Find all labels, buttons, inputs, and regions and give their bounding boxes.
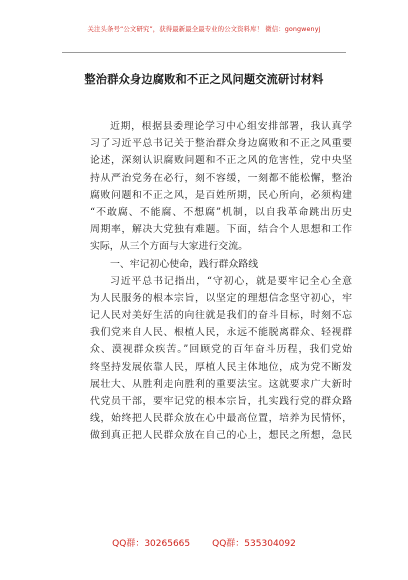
- body-line: 终坚持发展依靠人民，厚植人民主体地位，成为党不断发: [90, 361, 352, 373]
- body-line: 做到真正把人民群众放在自己的心上，想民之所想，急民: [90, 430, 352, 442]
- body-line: 周期率，解决大党独有难题。下面，结合个人思想和工作: [90, 224, 352, 236]
- body-line: “不敢腐、不能腐、不想腐”机制，以自我革命跳出历史: [90, 206, 352, 218]
- body-line: 习了习近平总书记关于整治群众身边腐败和不正之风重要: [90, 138, 352, 150]
- section-heading: 一、牢记初心使命，践行群众路线: [110, 258, 259, 270]
- body-line: 代党员干部，要牢记党的根本宗旨，扎实践行党的群众路: [90, 396, 352, 407]
- body-line: 线，始终把人民群众放在心中最高位置，培养为民情怀，: [90, 413, 352, 425]
- header-divider: [62, 34, 346, 53]
- body-line: 论述，深刻认识腐败问题和不正之风的危害性，党中央坚: [90, 155, 352, 167]
- body-line: 展壮大、从胜利走向胜利的重要法宝。这就要求广大新时: [90, 378, 352, 390]
- body-line: 我们党来自人民、根植人民，永远不能脱离群众、轻视群: [90, 327, 352, 339]
- body-line: 记人民对美好生活的向往就是我们的奋斗目标，时刻不忘: [90, 310, 352, 322]
- body-line: 腐败问题和不正之风，是百姓所期，民心所向，必须构建: [90, 189, 352, 201]
- document-body: [90, 118, 352, 445]
- document-title: 整治群众身边腐败和不正之风问题交流研讨材料: [84, 73, 324, 86]
- footer-qq-right: QQ群：535304092: [212, 539, 296, 549]
- body-line: 众、漠视群众疾苦。”回顾党的百年奋斗历程，我们党始: [90, 344, 352, 356]
- body-line: 为人民服务的根本宗旨，以坚定的理想信念坚守初心，牢: [90, 292, 352, 304]
- body-line: 习近平总书记指出，“守初心，就是要牢记全心全意: [110, 275, 352, 287]
- body-line: 持从严治党务在必行，刻不容缓，一刻都不能松懈，整治: [90, 172, 352, 184]
- footer-qq-left: QQ群：30265665: [112, 539, 191, 549]
- footer-contact: [0, 536, 408, 549]
- body-line: 实际，从三个方面与大家进行交流。: [90, 241, 249, 253]
- body-line: 近期，根据县委理论学习中心组安排部署，我认真学: [110, 121, 352, 132]
- header-notice: 关注头条号“公文研究”，获得最新最全最专业的公文资料库！ 微信：gongwenyj: [87, 25, 321, 33]
